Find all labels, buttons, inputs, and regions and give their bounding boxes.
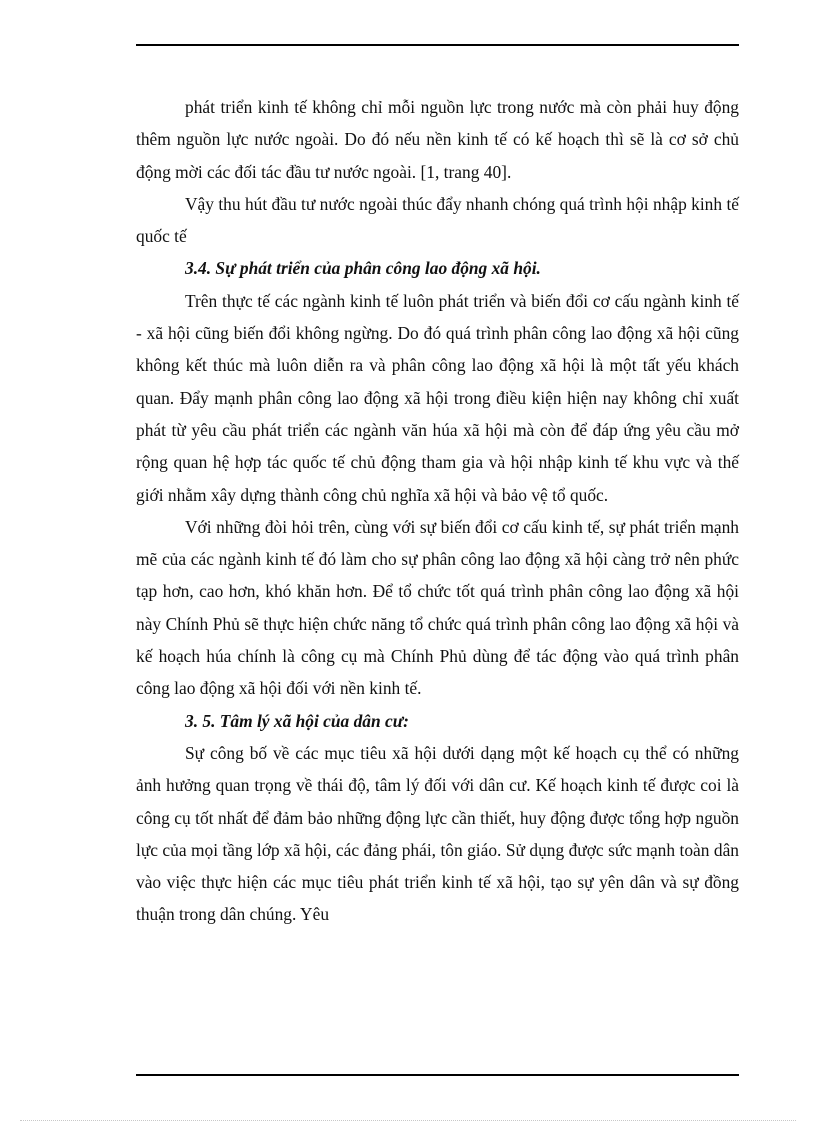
paragraph-government-role: Với những đòi hỏi trên, cùng với sự biến đổi cơ cấu kinh tế, sự phát triển mạnh mẽ của các ngành kinh tế đó làm cho sự phân công lao động xã hội càng trở nên phức tạp hơn, cao hơn, khó khăn hơn. Để tổ chức tốt quá trình phân công lao động xã hội này Chính Phủ sẽ thực hiện chức năng tổ chức quá trình phân công lao động xã hội và kế hoạch húa chính là công cụ mà Chính Phủ dùng để tác động vào quá trình phân công lao động xã hội đối với nền kinh tế. xyxy=(136,516,739,699)
paragraph-foreign-resources: phát triển kinh tế không chỉ mỗi nguồn lực trong nước mà còn phải huy động thêm nguồn lực nước ngoài. Do đó nếu nền kinh tế có kế hoạch thì sẽ là cơ sở chủ động mời các đối tác đầu tư nước ngoài. [1, trang 40]. xyxy=(136,97,739,182)
paragraph-division-of-labor: Trên thực tế các ngành kinh tế luôn phát triển và biến đổi cơ cấu ngành kinh tế - xã hội cũng biến đổi không ngừng. Do đó quá trình phân công lao động xã hội cũng không kết thúc mà luôn diễn ra và phân công lao động xã hội là một tất yếu khách quan. Đẩy mạnh phân công lao động xã hội trong điều kiện hiện nay không chỉ xuất phát từ yêu cầu phát triển các ngành văn húa xã hội mà còn để đáp ứng yêu cầu mở rộng quan hệ hợp tác quốc tế chủ động tham gia và hội nhập kinh tế khu vực và thế giới nhằm xây dựng thành công chủ nghĩa xã hội và bảo vệ tổ quốc. xyxy=(136,290,739,505)
paragraph-foreign-investment: Vậy thu hút đầu tư nước ngoài thúc đẩy nhanh chóng quá trình hội nhập kinh tế quốc tế xyxy=(136,193,739,247)
header-rule xyxy=(136,44,739,46)
section-heading-3-5: 3. 5. Tâm lý xã hội của dân cư: xyxy=(185,710,409,731)
section-heading-3-4: 3.4. Sự phát triển của phân công lao động xã hội. xyxy=(185,258,541,279)
paragraph-social-psychology: Sự công bố về các mục tiêu xã hội dưới dạng một kế hoạch cụ thể có những ảnh hưởng quan trọng về thái độ, tâm lý đối với dân cư. Kế hoạch kinh tế được coi là công cụ tốt nhất để đảm bảo những động lực cần thiết, huy động được tổng hợp nguồn lực của mọi tầng lớp xã hội, các đảng phái, tôn giáo. Sử dụng được sức mạnh toàn dân vào việc thực hiện các mục tiêu phát triển kinh tế xã hội, tạo sự yên dân và sự đồng thuận trong dân chúng. Yêu xyxy=(136,742,739,925)
page-body xyxy=(136,91,739,931)
footer-rule xyxy=(136,1074,739,1076)
page-edge-divider xyxy=(20,1120,796,1121)
